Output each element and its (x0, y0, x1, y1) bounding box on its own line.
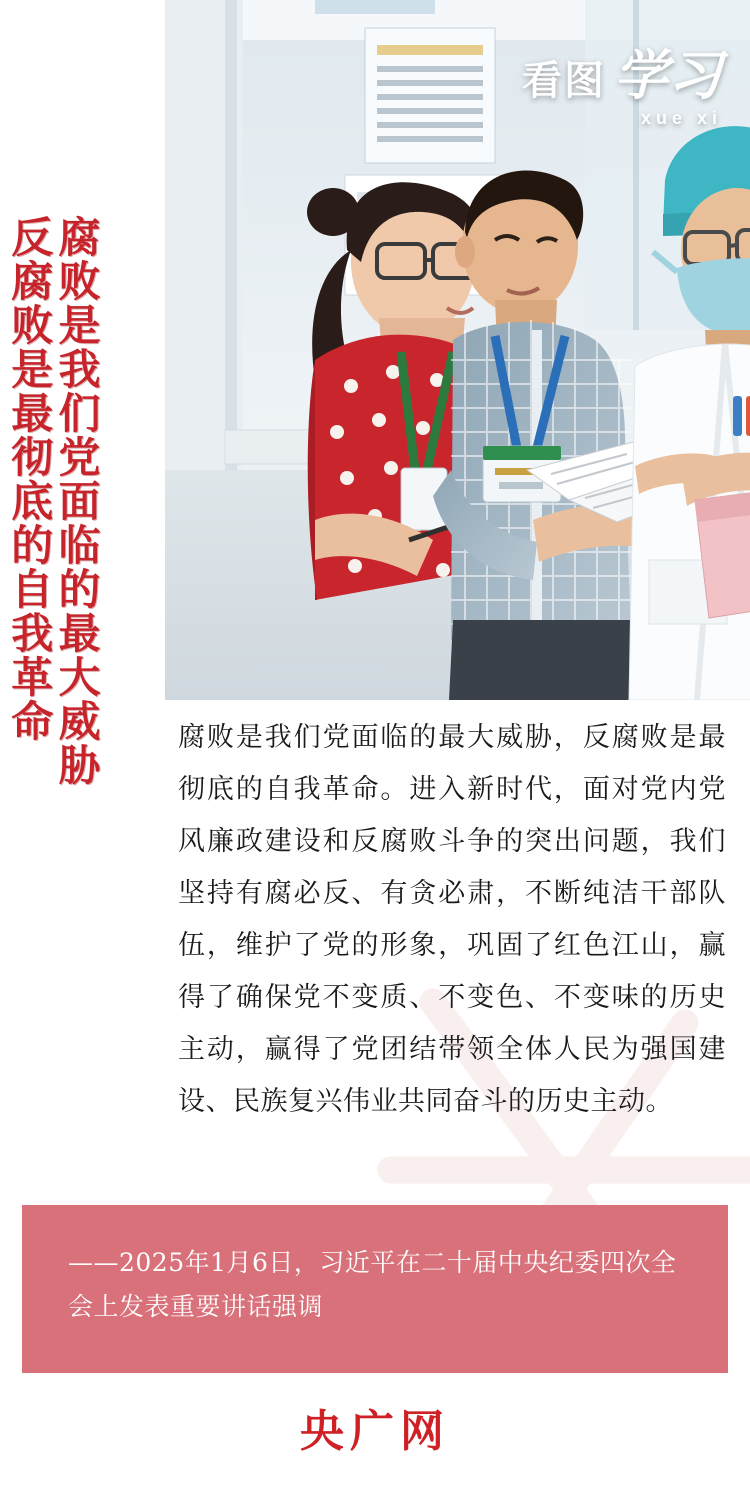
brand-logo-pinyin: xue xi (640, 108, 722, 128)
source-box (22, 1205, 728, 1373)
body-paragraph: 腐败是我们党面临的最大威胁，反腐败是最彻底的自我革命。进入新时代，面对党内党风廉政建设和反腐败斗争的突出问题，我们坚持有腐必反、有贪必肃，不断纯洁干部队伍，维护了党的形象，巩固了红色江山，赢得了确保党不变质、不变色、不变味的历史主动，赢得了党团结带领全体人民为强国建设、民族复兴伟业共同奋斗的历史主动。 (178, 722, 726, 1117)
brand-logo (522, 43, 722, 129)
headline-column-left: 反腐败是最彻底的自我革命 (5, 215, 55, 743)
site-logo: 央广网 (300, 1406, 450, 1457)
headline-column-right: 腐败是我们党面临的最大威胁 (52, 215, 102, 787)
brand-logo-cn: 看图 (522, 57, 606, 104)
footer (0, 1395, 750, 1459)
brand-logo-script: 学习 (614, 43, 722, 107)
source-text: ——2025年1月6日，习近平在二十届中央纪委四次全会上发表重要讲话强调 (68, 1248, 677, 1321)
headline-columns (5, 215, 102, 915)
headline-area (0, 0, 165, 1195)
